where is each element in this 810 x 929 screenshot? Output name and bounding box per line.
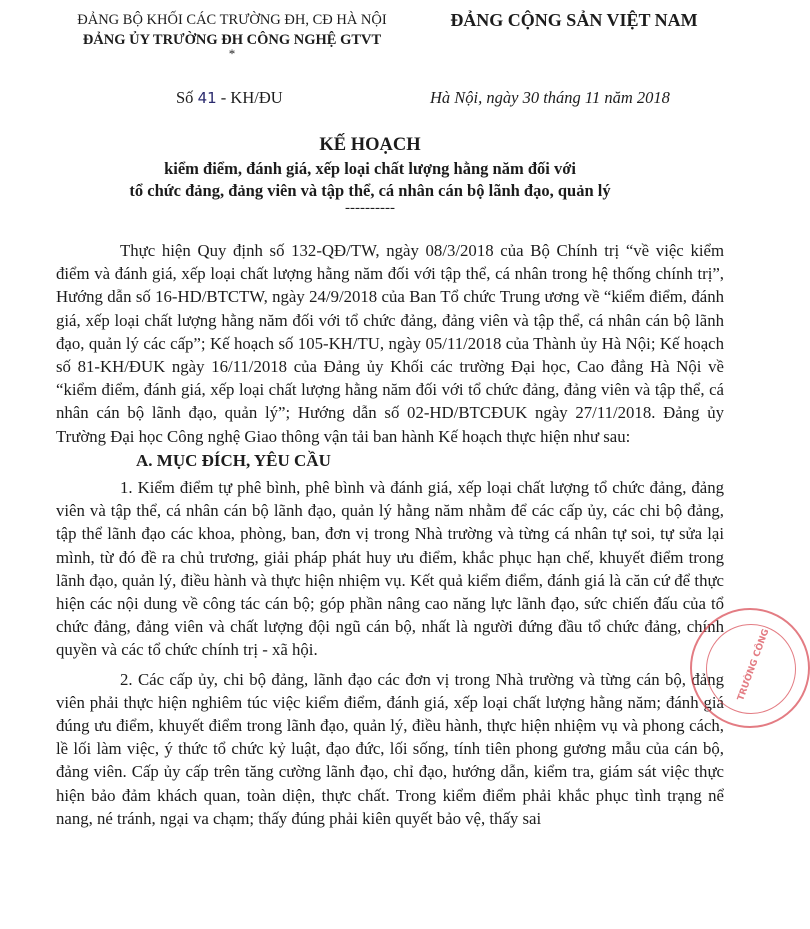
document-number-suffix: - KH/ĐU — [216, 88, 283, 107]
intro-paragraph: Thực hiện Quy định số 132-QĐ/TW, ngày 08/3/2018 của Bộ Chính trị “về việc kiểm điểm và đánh giá, xếp loại chất lượng hằng năm đối với tập thể, cá nhân trong hệ thống chính trị”, Hướng dẫn số 16-HD/BTCTW, ngày 24/9/2018 của Ban Tổ chức Trung ương về “kiểm điểm, đánh giá, xếp loại chất lượng hằng năm đối với tổ chức đảng, đảng viên và tập thể, cá nhân cán bộ lãnh đạo, quản lý các cấp”; Kế hoạch số 105-KH/TU, ngày 05/11/2018 của Thành ủy Hà Nội; Kế hoạch số 81-KH/ĐUK ngày 16/11/2018 của Đảng ủy Khối các trường Đại học, Cao đẳng Hà Nội về “kiểm điểm, đánh giá, xếp loại chất lượng hằng năm đối với tổ chức đảng, đảng viên và tập thể, cá nhân cán bộ lãnh đạo, quản lý”; Hướng dẫn số 02-HD/BTCĐUK ngày 27/11/2018. Đảng ủy Trường Đại học Công nghệ Giao thông vận tải ban hành Kế hoạch thực hiện như sau: — [56, 241, 724, 446]
document-subtitle-line1: kiểm điểm, đánh giá, xếp loại chất lượng hằng năm đối với — [164, 159, 576, 178]
document-number-prefix: Số — [176, 88, 198, 107]
document-body — [56, 239, 724, 830]
official-seal — [690, 608, 810, 728]
star-mark: * — [228, 46, 236, 61]
document-number — [176, 88, 283, 108]
issuing-authority — [56, 10, 408, 61]
document-date: Hà Nội, ngày 30 tháng 11 năm 2018 — [430, 88, 670, 107]
party-name: ĐẢNG CỘNG SẢN VIỆT NAM — [450, 10, 698, 30]
title-underline: ---------- — [345, 200, 395, 216]
document-subtitle-line2: tổ chức đảng, đảng viên và tập thể, cá nhân cán bộ lãnh đạo, quản lý — [129, 181, 611, 200]
document-title-block — [60, 132, 680, 214]
parent-organization: ĐẢNG BỘ KHỐI CÁC TRƯỜNG ĐH, CĐ HÀ NỘI — [77, 12, 387, 28]
issuing-organization: ĐẢNG ỦY TRƯỜNG ĐH CÔNG NGHỆ GTVT — [82, 32, 382, 48]
paragraph-1: 1. Kiểm điểm tự phê bình, phê bình và đánh giá, xếp loại chất lượng tổ chức đảng, đảng viên và tập thể, cá nhân cán bộ lãnh đạo, quản lý hằng năm nhằm để các cấp ủy, các chi bộ đảng, tập thể lãnh đạo các khoa, phòng, ban, đơn vị trong Nhà trường và từng cá nhân tự soi, tự sửa lại mình, từ đó đề ra chủ trương, giải pháp phát huy ưu điểm, khắc phục hạn chế, khuyết điểm trong lãnh đạo, quản lý, điều hành và thực hiện nhiệm vụ. Kết quả kiểm điểm, đánh giá là căn cứ để thực hiện các nội dung về công tác cán bộ; góp phần nâng cao năng lực lãnh đạo, sức chiến đấu của tổ chức đảng, đảng viên và chất lượng đội ngũ cán bộ, nhất là người đứng đầu tổ chức đảng, chính quyền và các tổ chức chính trị - xã hội. — [56, 478, 724, 660]
paragraph-2: 2. Các cấp ủy, chi bộ đảng, lãnh đạo các đơn vị trong Nhà trường và từng cán bộ, đảng viên phải thực hiện nghiêm túc việc kiểm điểm, đánh giá, xếp loại chất lượng hằng năm; đánh giá đúng ưu điểm, khuyết điểm trong lãnh đạo, quản lý, điều hành, thực hiện nhiệm vụ và phong cách, lề lối làm việc, ý thức tổ chức kỷ luật, đạo đức, lối sống, tính tiên phong gương mẫu của cán bộ, đảng viên. Cấp ủy cấp trên tăng cường lãnh đạo, chỉ đạo, hướng dẫn, kiểm tra, giám sát việc thực hiện bảo đảm khách quan, toàn diện, thực chất. Trong kiểm điểm phải khắc phục tình trạng nể nang, né tránh, ngại va chạm; thấy đúng phải kiên quyết bảo vệ, thấy sai — [56, 669, 724, 828]
document-title: KẾ HOẠCH — [319, 135, 421, 155]
document-number-value: 41 — [197, 89, 217, 107]
official-seal-text: TRƯỜNG CÔNG — [736, 627, 772, 703]
section-heading-a: A. MỤC ĐÍCH, YÊU CẦU — [136, 450, 331, 470]
